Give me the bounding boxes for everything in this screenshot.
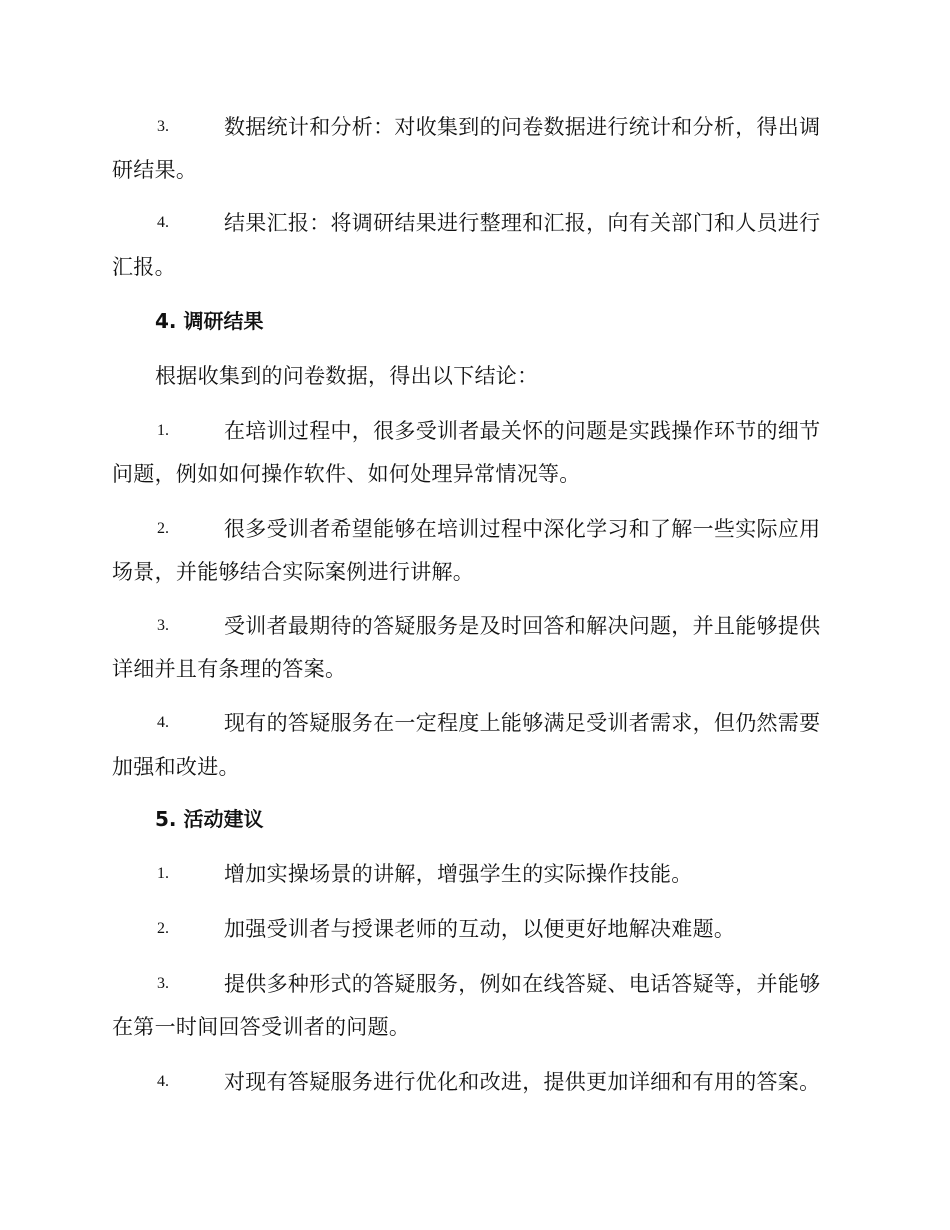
list-number: 1. <box>157 865 169 882</box>
list-number: 3. <box>157 118 169 135</box>
list-item-text: 加强受训者与授课老师的互动，以便更好地解决难题。 <box>224 917 736 941</box>
section-heading: 5. 活动建议 <box>155 807 264 831</box>
list-item-text: 提供多种形式的答疑服务，例如在线答疑、电话答疑等，并能够 <box>224 972 821 996</box>
list-item-text-continued: 加强和改进。 <box>112 755 240 779</box>
list-item-text: 数据统计和分析：对收集到的问卷数据进行统计和分析，得出调 <box>224 115 821 139</box>
list-item-text: 很多受训者希望能够在培训过程中深化学习和了解一些实际应用 <box>224 517 821 541</box>
list-item-text-continued: 汇报。 <box>112 255 176 279</box>
list-item-text: 对现有答疑服务进行优化和改进，提供更加详细和有用的答案。 <box>224 1070 821 1094</box>
list-number: 3. <box>157 975 169 992</box>
list-item-text: 受训者最期待的答疑服务是及时回答和解决问题，并且能够提供 <box>224 614 821 638</box>
section-heading: 4. 调研结果 <box>155 309 264 333</box>
list-item-text: 现有的答疑服务在一定程度上能够满足受训者需求，但仍然需要 <box>224 711 821 735</box>
list-item-text-continued: 详细并且有条理的答案。 <box>112 657 347 681</box>
list-number: 1. <box>157 422 169 439</box>
list-number: 2. <box>157 520 169 537</box>
list-item-text: 增加实操场景的讲解，增强学生的实际操作技能。 <box>224 862 693 886</box>
list-number: 4. <box>157 714 169 731</box>
list-item-text: 在培训过程中，很多受训者最关怀的问题是实践操作环节的细节 <box>224 419 821 443</box>
list-item-text-continued: 在第一时间回答受训者的问题。 <box>112 1015 411 1039</box>
list-number: 2. <box>157 920 169 937</box>
paragraph: 根据收集到的问卷数据，得出以下结论： <box>155 364 539 388</box>
list-number: 3. <box>157 617 169 634</box>
list-number: 4. <box>157 214 169 231</box>
list-number: 4. <box>157 1073 169 1090</box>
list-item-text-continued: 问题，例如如何操作软件、如何处理异常情况等。 <box>112 462 581 486</box>
list-item-text-continued: 场景，并能够结合实际案例进行讲解。 <box>112 560 475 584</box>
list-item-text-continued: 研结果。 <box>112 158 198 182</box>
list-item-text: 结果汇报：将调研结果进行整理和汇报，向有关部门和人员进行 <box>224 211 821 235</box>
